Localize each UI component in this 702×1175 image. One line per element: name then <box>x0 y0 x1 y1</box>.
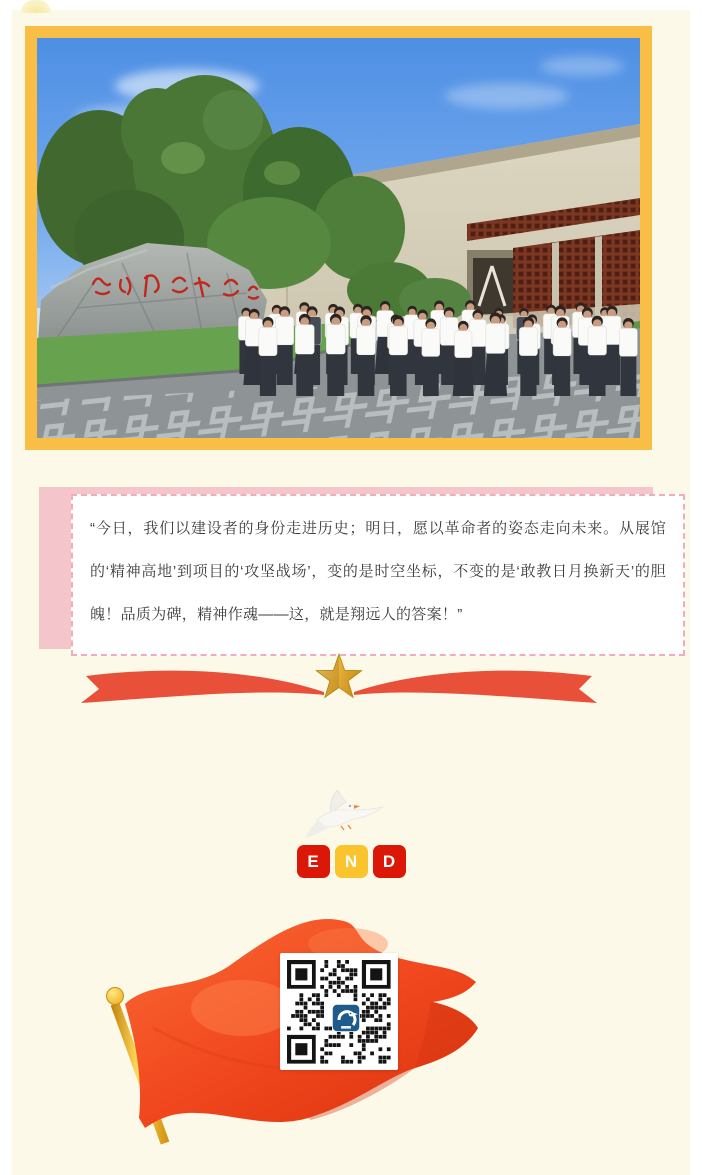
group-photo-image[interactable] <box>37 38 640 438</box>
star-icon <box>316 654 362 697</box>
quote-text: “今日，我们以建设者的身份走进历史；明日，愿以革命者的姿态走向未来。从展馆的‘精神高地’到项目的‘攻坚战场’，变的是时空坐标，不变的是‘敢教日月换新天’的胆魄！品质为碑，精神作魂——这，就是翔远人的答案！” <box>90 520 666 623</box>
end-letter: N <box>335 845 368 878</box>
qr-code[interactable] <box>280 953 398 1070</box>
end-letter: E <box>297 845 330 878</box>
end-letter: D <box>373 845 406 878</box>
ribbon-left <box>81 671 324 703</box>
ribbon-right <box>354 671 597 703</box>
sun-icon <box>21 0 51 13</box>
group-photo-frame <box>25 26 652 450</box>
end-marker <box>0 845 702 878</box>
company-logo-icon <box>325 997 353 1025</box>
ribbon-divider <box>72 650 606 712</box>
quote-box <box>71 494 685 656</box>
dove-icon <box>303 786 388 840</box>
